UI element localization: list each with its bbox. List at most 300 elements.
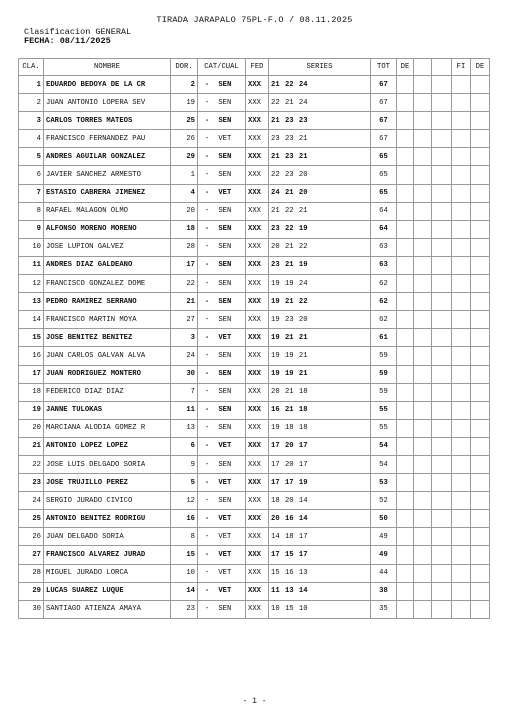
empty-cell [414,510,432,528]
empty-cell [414,94,432,112]
category-value: SEN [218,496,232,505]
empty-cell [414,401,432,419]
de-cell-2 [471,130,490,148]
category-dash: - [204,442,210,451]
category-cell [198,600,246,618]
rank-cell: 3 [19,112,44,130]
federation-cell: XXX [246,510,269,528]
table-row [19,528,490,546]
empty-cell [432,130,452,148]
category-cell [198,383,246,401]
empty-cell [432,220,452,238]
fi-cell [452,329,471,347]
rank-cell: 16 [19,347,44,365]
category-value: SEN [218,116,232,125]
rank-cell: 22 [19,455,44,473]
de-cell [397,546,414,564]
category-value: SEN [218,261,232,270]
fi-cell [452,474,471,492]
category-cell [198,347,246,365]
series-cell: 24 21 20 [269,184,371,202]
empty-cell [432,112,452,130]
header-empty-1 [414,59,432,76]
empty-cell [414,329,432,347]
total-cell: 65 [371,166,397,184]
empty-cell [432,347,452,365]
de-cell-2 [471,401,490,419]
empty-cell [414,130,432,148]
category-dash: - [204,261,210,270]
fi-cell [452,582,471,600]
federation-cell: XXX [246,256,269,274]
empty-cell [432,76,452,94]
category-cell [198,166,246,184]
rank-cell: 20 [19,419,44,437]
table-row [19,166,490,184]
fi-cell [452,528,471,546]
fi-cell [452,94,471,112]
series-cell: 21 22 21 [269,202,371,220]
category-cell [198,202,246,220]
category-value: SEN [218,351,232,360]
fi-cell [452,130,471,148]
name-cell: JOSE BENITEZ BENITEZ [44,329,171,347]
header-empty-2 [432,59,452,76]
category-value: VET [218,532,232,541]
total-cell: 64 [371,202,397,220]
header-de-2: DE [471,59,490,76]
rank-cell: 15 [19,329,44,347]
bib-cell: 30 [171,365,198,383]
series-cell: 19 19 21 [269,365,371,383]
table-row [19,492,490,510]
rank-cell: 17 [19,365,44,383]
fi-cell [452,546,471,564]
name-cell: FRANCISCO FERNANDEZ PAU [44,130,171,148]
fi-cell [452,311,471,329]
name-cell: SANTIAGO ATIENZA AMAYA [44,600,171,618]
series-cell: 16 21 18 [269,401,371,419]
category-dash: - [204,351,210,360]
rank-cell: 12 [19,275,44,293]
series-cell: 18 20 14 [269,492,371,510]
rank-cell: 26 [19,528,44,546]
category-cell [198,148,246,166]
de-cell-2 [471,455,490,473]
category-dash: - [204,297,210,306]
fi-cell [452,293,471,311]
category-dash: - [204,587,210,596]
de-cell-2 [471,546,490,564]
de-cell [397,311,414,329]
table-row [19,148,490,166]
table-row [19,130,490,148]
de-cell [397,94,414,112]
name-cell: MIGUEL JURADO LORCA [44,564,171,582]
de-cell [397,383,414,401]
rank-cell: 25 [19,510,44,528]
bib-cell: 13 [171,419,198,437]
name-cell: JOSE LUIS DELGADO SORIA [44,455,171,473]
de-cell [397,76,414,94]
total-cell: 67 [371,112,397,130]
series-cell: 15 16 13 [269,564,371,582]
de-cell-2 [471,238,490,256]
category-dash: - [204,98,210,107]
de-cell-2 [471,311,490,329]
fi-cell [452,492,471,510]
empty-cell [414,455,432,473]
de-cell-2 [471,474,490,492]
empty-cell [414,546,432,564]
table-row [19,437,490,455]
category-dash: - [204,388,210,397]
de-cell [397,238,414,256]
rank-cell: 4 [19,130,44,148]
de-cell [397,582,414,600]
de-cell-2 [471,365,490,383]
name-cell: ALFONSO MORENO MORENO [44,220,171,238]
empty-cell [414,166,432,184]
category-dash: - [204,171,210,180]
de-cell-2 [471,184,490,202]
category-cell [198,184,246,202]
empty-cell [414,582,432,600]
empty-cell [432,238,452,256]
bib-cell: 22 [171,275,198,293]
federation-cell: XXX [246,94,269,112]
bib-cell: 11 [171,401,198,419]
fi-cell [452,564,471,582]
name-cell: JOSE LUPION GALVEZ [44,238,171,256]
de-cell [397,202,414,220]
de-cell-2 [471,347,490,365]
empty-cell [414,437,432,455]
series-cell: 20 21 18 [269,383,371,401]
table-row [19,474,490,492]
de-cell [397,419,414,437]
de-cell [397,293,414,311]
series-cell: 14 18 17 [269,528,371,546]
category-value: SEN [218,225,232,234]
federation-cell: XXX [246,130,269,148]
empty-cell [414,528,432,546]
federation-cell: XXX [246,347,269,365]
category-value: SEN [218,207,232,216]
empty-cell [414,600,432,618]
bib-cell: 27 [171,311,198,329]
de-cell-2 [471,419,490,437]
category-cell [198,329,246,347]
de-cell-2 [471,437,490,455]
category-cell [198,564,246,582]
federation-cell: XXX [246,401,269,419]
federation-cell: XXX [246,383,269,401]
federation-cell: XXX [246,148,269,166]
name-cell: JOSE TRUJILLO PEREZ [44,474,171,492]
name-cell: SERGIO JURADO CIVICO [44,492,171,510]
empty-cell [432,564,452,582]
series-cell: 17 20 17 [269,437,371,455]
table-row [19,600,490,618]
federation-cell: XXX [246,238,269,256]
category-value: SEN [218,388,232,397]
total-cell: 50 [371,510,397,528]
document-title: TIRADA JARAPALO 75PL-F.O / 08.11.2025 [156,15,353,25]
category-dash: - [204,550,210,559]
name-cell: ANTONIO BENITEZ RODRIGU [44,510,171,528]
name-cell: JUAN CARLOS GALVAN ALVA [44,347,171,365]
category-dash: - [204,189,210,198]
total-cell: 52 [371,492,397,510]
category-dash: - [204,207,210,216]
category-cell [198,546,246,564]
empty-cell [414,238,432,256]
empty-cell [414,492,432,510]
category-dash: - [204,406,210,415]
empty-cell [432,311,452,329]
category-cell [198,437,246,455]
series-cell: 19 21 21 [269,329,371,347]
federation-cell: XXX [246,184,269,202]
total-cell: 65 [371,184,397,202]
total-cell: 38 [371,582,397,600]
rank-cell: 28 [19,564,44,582]
total-cell: 54 [371,437,397,455]
fi-cell [452,455,471,473]
empty-cell [432,582,452,600]
name-cell: FEDERICO DIAZ DIAZ [44,383,171,401]
category-cell [198,474,246,492]
name-cell: PEDRO RAMIREZ SERRANO [44,293,171,311]
federation-cell: XXX [246,419,269,437]
de-cell-2 [471,94,490,112]
total-cell: 63 [371,238,397,256]
category-dash: - [204,370,210,379]
fi-cell [452,510,471,528]
bib-cell: 23 [171,600,198,618]
name-cell: LUCAS SUAREZ LUQUE [44,582,171,600]
federation-cell: XXX [246,166,269,184]
table-row [19,311,490,329]
bib-cell: 1 [171,166,198,184]
series-cell: 17 20 17 [269,455,371,473]
empty-cell [432,455,452,473]
empty-cell [432,401,452,419]
de-cell-2 [471,564,490,582]
table-row [19,238,490,256]
table-row [19,365,490,383]
fi-cell [452,166,471,184]
category-dash: - [204,496,210,505]
bib-cell: 18 [171,220,198,238]
table-header-row [19,59,490,76]
bib-cell: 26 [171,130,198,148]
table-row [19,347,490,365]
table-row [19,564,490,582]
table-row [19,510,490,528]
rank-cell: 18 [19,383,44,401]
de-cell [397,220,414,238]
table-row [19,329,490,347]
category-dash: - [204,424,210,433]
total-cell: 67 [371,76,397,94]
category-cell [198,311,246,329]
bib-cell: 20 [171,202,198,220]
category-cell [198,401,246,419]
federation-cell: XXX [246,582,269,600]
empty-cell [414,365,432,383]
rank-cell: 6 [19,166,44,184]
federation-cell: XXX [246,275,269,293]
de-cell [397,329,414,347]
empty-cell [432,528,452,546]
empty-cell [432,329,452,347]
series-cell: 17 17 19 [269,474,371,492]
category-value: SEN [218,460,232,469]
empty-cell [414,76,432,94]
category-cell [198,528,246,546]
fi-cell [452,112,471,130]
category-dash: - [204,152,210,161]
bib-cell: 29 [171,148,198,166]
table-row [19,275,490,293]
category-value: VET [218,189,232,198]
name-cell: ANDRES DIAZ GALDEANO [44,256,171,274]
category-cell [198,94,246,112]
header-nombre: NOMBRE [44,59,171,76]
name-cell: JUAN DELGADO SORIA [44,528,171,546]
series-cell: 22 23 20 [269,166,371,184]
federation-cell: XXX [246,76,269,94]
category-value: SEN [218,315,232,324]
category-cell [198,220,246,238]
table-row [19,582,490,600]
name-cell: JANNE TULOKAS [44,401,171,419]
category-cell [198,275,246,293]
empty-cell [432,419,452,437]
total-cell: 55 [371,401,397,419]
bib-cell: 24 [171,347,198,365]
empty-cell [432,510,452,528]
federation-cell: XXX [246,112,269,130]
de-cell-2 [471,582,490,600]
empty-cell [414,202,432,220]
series-cell: 21 22 24 [269,76,371,94]
table-row [19,293,490,311]
de-cell [397,455,414,473]
federation-cell: XXX [246,437,269,455]
federation-cell: XXX [246,202,269,220]
category-value: SEN [218,406,232,415]
rank-cell: 21 [19,437,44,455]
name-cell: JUAN ANTONIO LOPERA SEV [44,94,171,112]
de-cell [397,600,414,618]
category-dash: - [204,134,210,143]
category-dash: - [204,116,210,125]
de-cell [397,510,414,528]
series-cell: 23 21 19 [269,256,371,274]
empty-cell [432,546,452,564]
total-cell: 49 [371,528,397,546]
rank-cell: 14 [19,311,44,329]
header-tot: TOT [371,59,397,76]
fi-cell [452,365,471,383]
federation-cell: XXX [246,492,269,510]
de-cell [397,184,414,202]
table-row [19,112,490,130]
de-cell-2 [471,293,490,311]
category-value: SEN [218,297,232,306]
fi-cell [452,148,471,166]
page-number: - 1 - [242,697,267,706]
total-cell: 59 [371,347,397,365]
category-dash: - [204,569,210,578]
bib-cell: 5 [171,474,198,492]
bib-cell: 9 [171,455,198,473]
rank-cell: 27 [19,546,44,564]
de-cell [397,130,414,148]
category-value: SEN [218,98,232,107]
total-cell: 61 [371,329,397,347]
series-cell: 19 18 18 [269,419,371,437]
de-cell [397,492,414,510]
category-dash: - [204,80,210,89]
empty-cell [414,148,432,166]
empty-cell [414,419,432,437]
de-cell [397,564,414,582]
fi-cell [452,76,471,94]
empty-cell [432,94,452,112]
rank-cell: 30 [19,600,44,618]
de-cell [397,256,414,274]
category-cell [198,510,246,528]
empty-cell [432,256,452,274]
empty-cell [414,112,432,130]
event-date: FECHA: 08/11/2025 [24,36,111,46]
fi-cell [452,275,471,293]
header-de: DE [397,59,414,76]
bib-cell: 17 [171,256,198,274]
category-value: VET [218,442,232,451]
name-cell: CARLOS TORRES MATEOS [44,112,171,130]
table-row [19,76,490,94]
table-row [19,401,490,419]
total-cell: 59 [371,365,397,383]
bib-cell: 25 [171,112,198,130]
category-dash: - [204,243,210,252]
rank-cell: 24 [19,492,44,510]
bib-cell: 28 [171,238,198,256]
category-cell [198,365,246,383]
category-value: SEN [218,370,232,379]
category-dash: - [204,333,210,342]
category-cell [198,455,246,473]
fi-cell [452,256,471,274]
de-cell [397,347,414,365]
bib-cell: 3 [171,329,198,347]
category-dash: - [204,514,210,523]
empty-cell [432,202,452,220]
fi-cell [452,184,471,202]
federation-cell: XXX [246,220,269,238]
empty-cell [414,275,432,293]
series-cell: 20 21 22 [269,238,371,256]
fi-cell [452,347,471,365]
de-cell [397,148,414,166]
fi-cell [452,202,471,220]
classification-subtitle: Clasificacion GENERAL [24,27,132,37]
